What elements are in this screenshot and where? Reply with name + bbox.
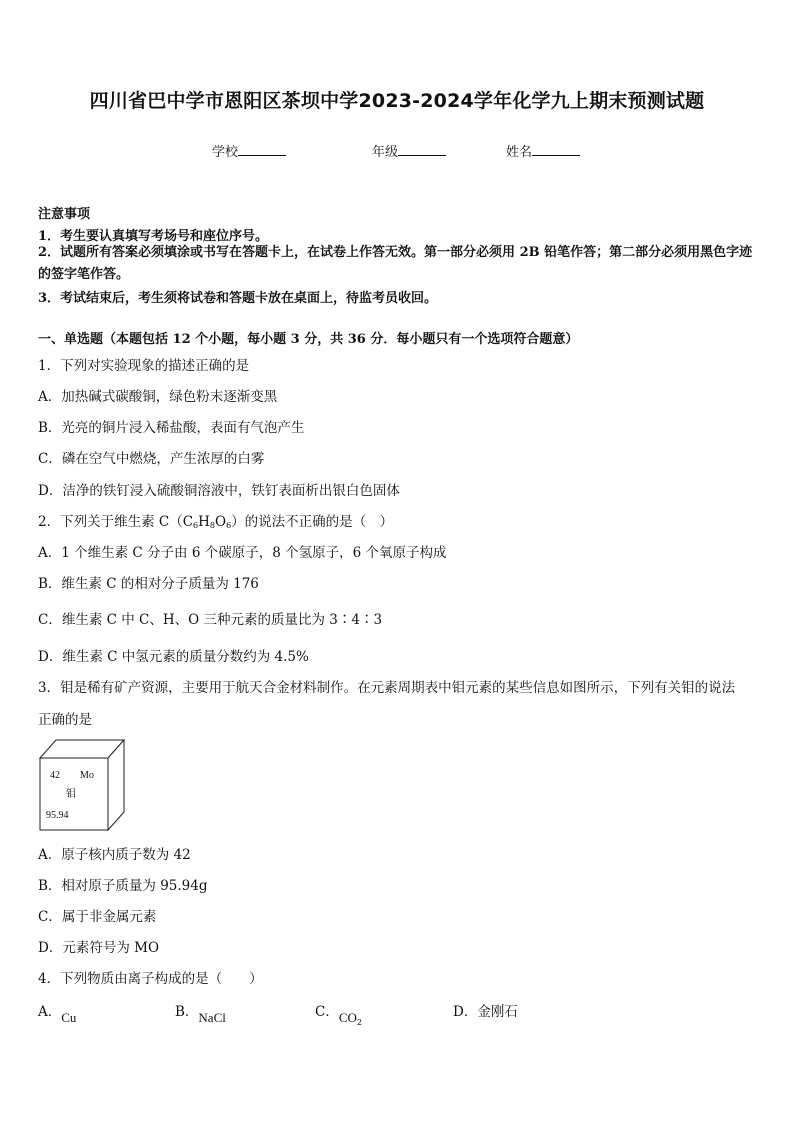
grade-field xyxy=(372,141,446,160)
grade-blank[interactable] xyxy=(398,143,446,156)
q1-option-d[interactable]: D．洁净的铁钉浸入硫酸铜溶液中，铁钉表面析出银白色固体 xyxy=(38,483,400,499)
name-label: 姓名 xyxy=(506,145,533,160)
notice-heading: 注意事项 xyxy=(38,207,91,222)
option-value: Cu xyxy=(61,1010,77,1025)
name-blank[interactable] xyxy=(532,143,580,156)
page-title: 四川省巴中学市恩阳区茶坝中学2023-2024学年化学九上期末预测试题 xyxy=(89,90,705,112)
q4-option-b[interactable] xyxy=(175,1000,226,1026)
q3-option-d[interactable]: D．元素符号为 MO xyxy=(38,940,160,956)
option-letter: C． xyxy=(315,1004,339,1020)
formula-element: H xyxy=(198,514,210,530)
q4-option-a[interactable] xyxy=(38,1000,76,1026)
question-2-stem xyxy=(38,510,393,530)
formula-subscript: 8 xyxy=(209,521,216,530)
q2-stem-prefix: 2．下列关于维生素 C（C xyxy=(38,514,194,530)
q1-option-a[interactable]: A．加热碱式碳酸铜，绿色粉末逐渐变黑 xyxy=(38,389,278,405)
q1-option-b[interactable]: B．光亮的铜片浸入稀盐酸，表面有气泡产生 xyxy=(38,420,305,436)
q2-option-a[interactable]: A．1 个维生素 C 分子由 6 个碳原子，8 个氢原子，6 个氧原子构成 xyxy=(38,545,447,561)
element-cube xyxy=(38,738,130,832)
option-letter: D． xyxy=(453,1004,478,1020)
formula-element: O xyxy=(215,514,227,530)
school-label: 学校 xyxy=(212,145,239,160)
atomic-number: 42 xyxy=(50,770,60,781)
school-field xyxy=(212,141,286,160)
question-3-stem: 3．钼是稀有矿产资源，主要用于航天合金材料制作。在元素周期表中钼元素的某些信息如图所示，下列有关钼的说法 xyxy=(38,680,736,696)
element-card-figure xyxy=(38,738,130,832)
q2-option-c[interactable]: C．维生素 C 中 C、H、O 三种元素的质量比为 3∶4∶3 xyxy=(38,612,383,628)
option-value: 金刚石 xyxy=(477,1004,518,1020)
q3-option-b[interactable]: B．相对原子质量为 95.94g xyxy=(38,878,208,894)
grade-label: 年级 xyxy=(372,145,399,160)
element-name: 钼 xyxy=(66,789,76,800)
formula-subscript: 6 xyxy=(193,521,199,530)
option-value: NaCl xyxy=(198,1010,226,1025)
option-letter: B． xyxy=(175,1004,199,1020)
q2-option-d[interactable]: D．维生素 C 中氢元素的质量分数约为 4.5% xyxy=(38,649,309,665)
question-3-stem-cont: 正确的是 xyxy=(38,712,92,728)
formula-subscript: 2 xyxy=(356,1018,362,1027)
element-symbol: Mo xyxy=(80,770,94,781)
q1-option-c[interactable]: C．磷在空气中燃烧，产生浓厚的白雾 xyxy=(38,451,265,467)
q4-option-d[interactable] xyxy=(453,1000,518,1020)
q2-stem-suffix: ）的说法不正确的是（ ） xyxy=(231,514,394,530)
q4-option-c[interactable] xyxy=(315,1000,362,1026)
name-field xyxy=(506,141,580,160)
q2-option-b[interactable]: B．维生素 C 的相对分子质量为 176 xyxy=(38,576,259,592)
q3-option-a[interactable]: A．原子核内质子数为 42 xyxy=(38,847,191,863)
q3-option-c[interactable]: C．属于非金属元素 xyxy=(38,909,157,925)
notice-item: 1．考生要认真填写考场号和座位序号。 xyxy=(38,229,269,244)
question-1-stem: 1．下列对实验现象的描述正确的是 xyxy=(38,358,250,374)
option-letter: A． xyxy=(38,1004,62,1020)
question-4-stem: 4．下列物质由离子构成的是（ ） xyxy=(38,971,263,987)
atomic-mass: 95.94 xyxy=(46,810,69,821)
notice-item: 2．试题所有答案必须填涂或书写在答题卡上，在试卷上作答无效。第一部分必须用 2B 铅笔作答；第二部分必须用黑色字迹的签字笔作答。 xyxy=(38,245,753,282)
section-heading: 一、单选题（本题包括 12 个小题，每小题 3 分，共 36 分．每小题只有一个选项符合题意） xyxy=(38,332,579,347)
formula-subscript: 6 xyxy=(226,521,232,530)
school-blank[interactable] xyxy=(238,143,286,156)
notice-item: 3．考试结束后，考生须将试卷和答题卡放在桌面上，待监考员收回。 xyxy=(38,291,438,306)
option-value: CO xyxy=(338,1010,357,1025)
